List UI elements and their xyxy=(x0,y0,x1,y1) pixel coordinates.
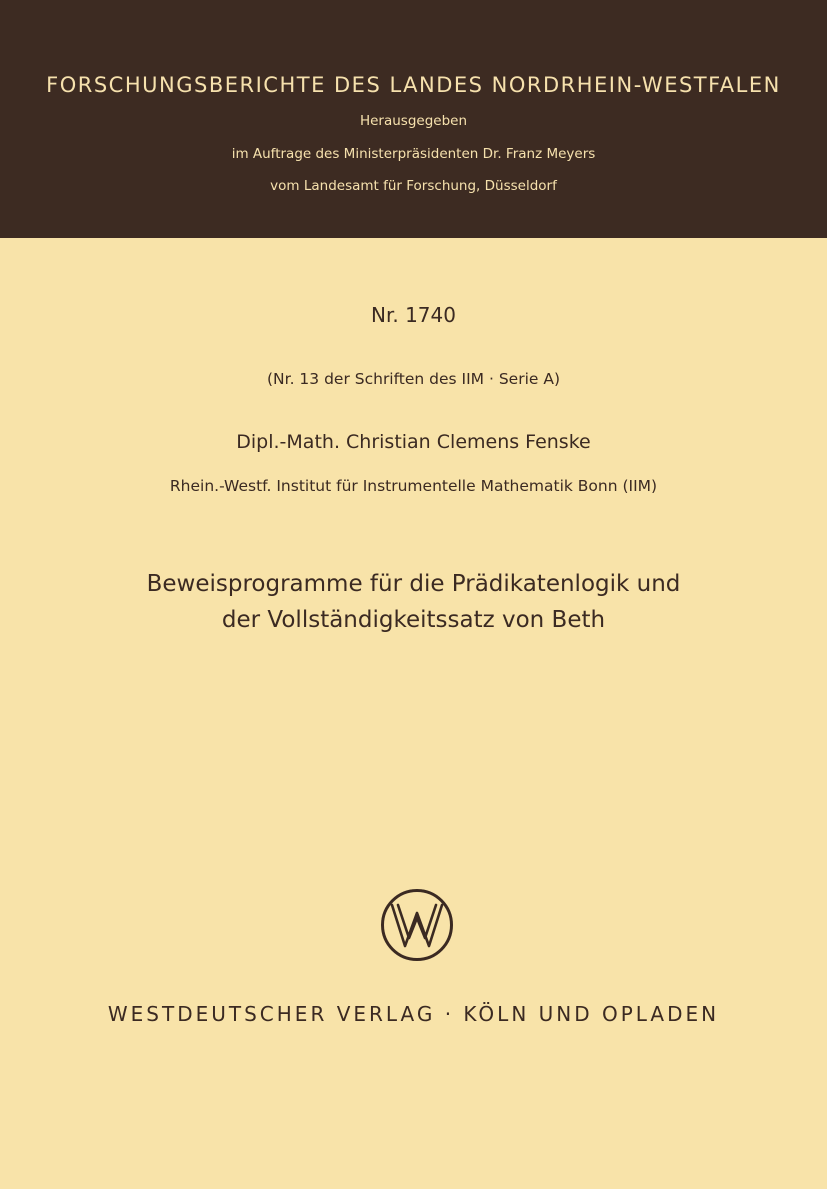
header-line-office: vom Landesamt für Forschung, Düsseldorf xyxy=(270,178,557,194)
book-title-line-1: Beweisprogramme für die Prädikatenlogik und xyxy=(146,571,681,597)
header-line-published: Herausgegeben xyxy=(359,113,468,129)
publisher-w-logo-icon xyxy=(380,888,454,962)
series-note: (Nr. 13 der Schriften des IIM · Serie A) xyxy=(266,370,561,388)
institute-name: Rhein.-Westf. Institut für Instrumentelle Mathematik Bonn (IIM) xyxy=(169,477,658,495)
book-title-line-2: der Vollständigkeitssatz von Beth xyxy=(221,607,606,633)
series-title: FORSCHUNGSBERICHTE DES LANDES NORDRHEIN-WESTFALEN xyxy=(46,73,781,97)
header-line-commission: im Auftrage des Ministerpräsidenten Dr. Franz Meyers xyxy=(231,146,596,162)
author-name: Dipl.-Math. Christian Clemens Fenske xyxy=(236,431,591,453)
report-number: Nr. 1740 xyxy=(371,303,456,327)
cover-header-band xyxy=(0,0,827,238)
publisher-name: WESTDEUTSCHER VERLAG · KÖLN UND OPLADEN xyxy=(107,1002,720,1026)
